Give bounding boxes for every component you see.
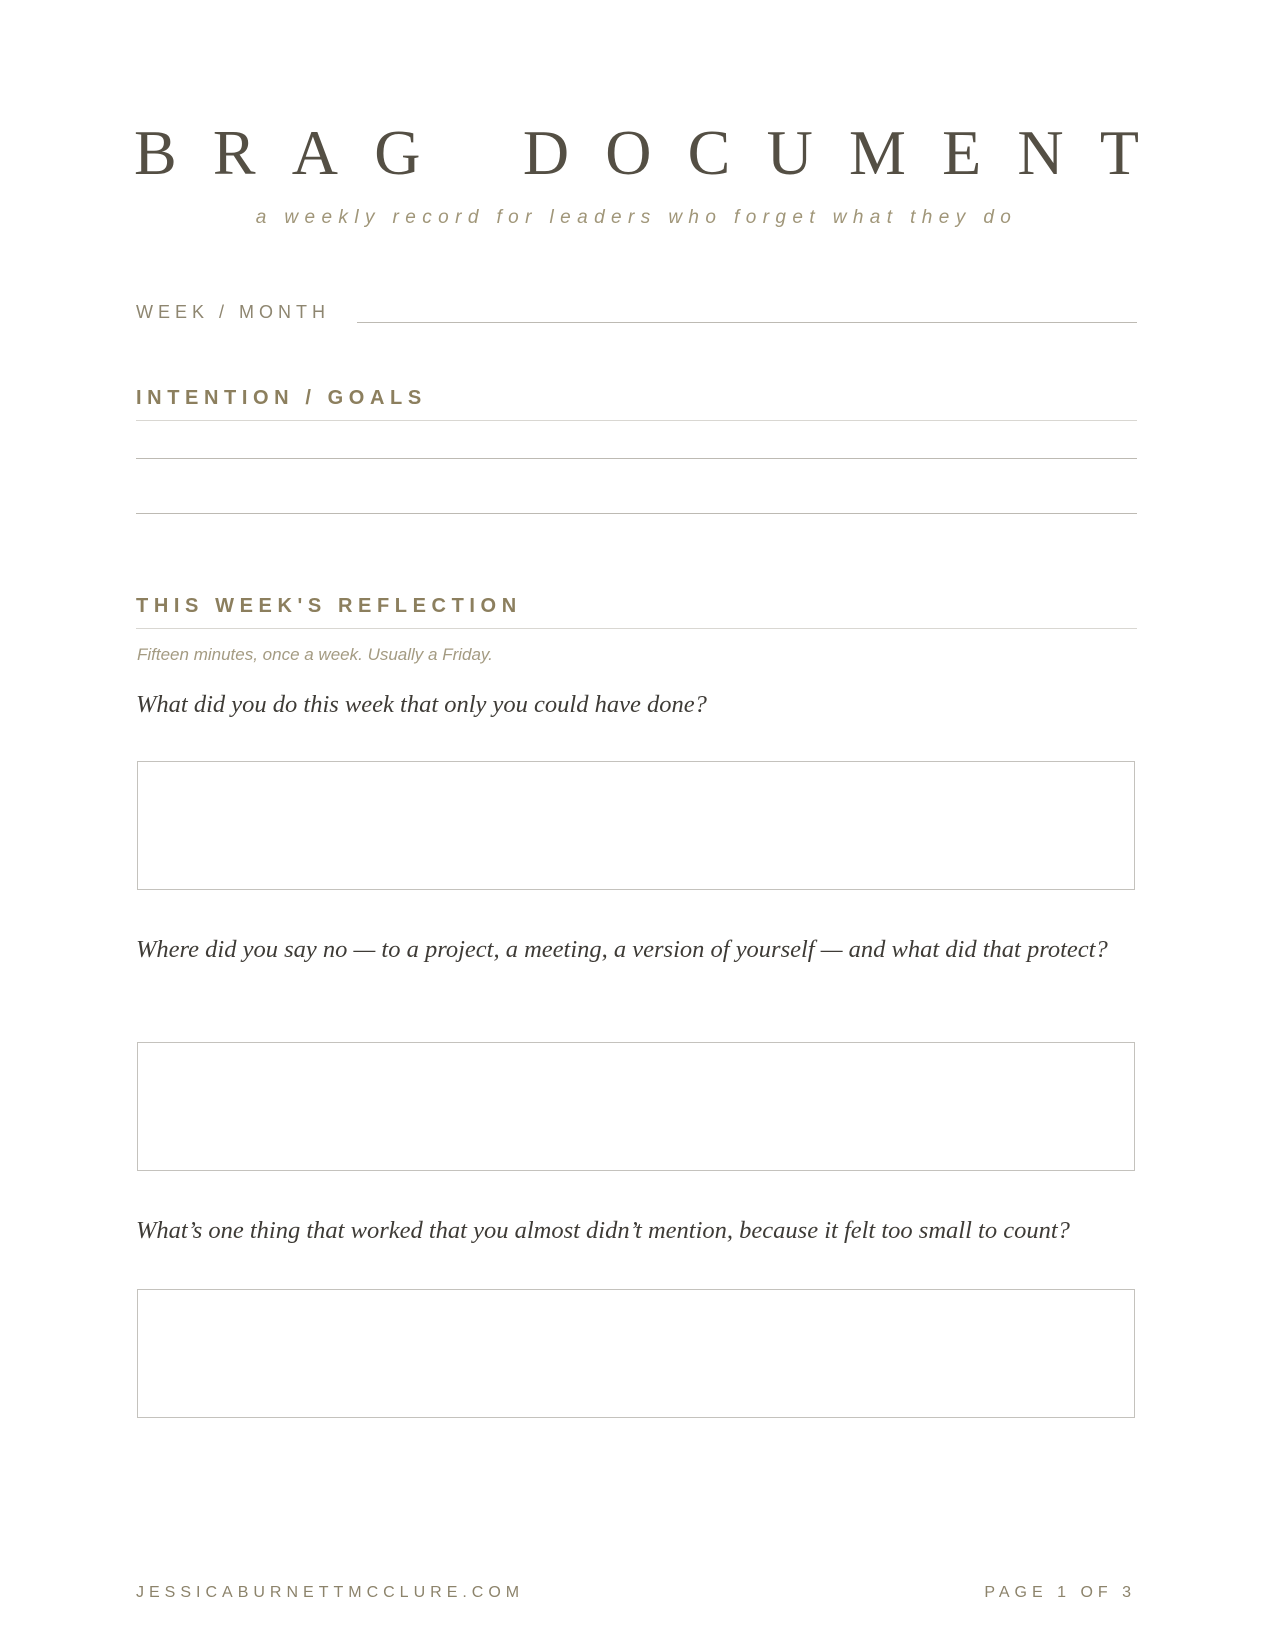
goals-line-2[interactable] — [136, 513, 1137, 514]
title-letter: O — [605, 117, 652, 188]
title-letter: M — [848, 117, 906, 188]
title-letter: A — [291, 117, 338, 188]
section-divider — [136, 420, 1137, 421]
reflection-heading: THIS WEEK'S REFLECTION — [136, 595, 522, 617]
section-divider — [136, 628, 1137, 629]
answer-box-1[interactable] — [137, 761, 1135, 890]
goals-line-1[interactable] — [136, 458, 1137, 459]
title-letter: D — [522, 117, 570, 188]
reflection-note: Fifteen minutes, once a week. Usually a Friday. — [137, 645, 493, 664]
week-month-field[interactable] — [357, 322, 1137, 323]
question-3: What’s one thing that worked that you almost didn’t mention, because it felt too small to count? — [136, 1217, 1070, 1244]
question-2: Where did you say no — to a project, a meeting, a version of yourself — and what did that protect? — [136, 936, 1108, 963]
title-letter: N — [1017, 117, 1064, 188]
footer-page-number: PAGE 1 OF 3 — [984, 1584, 1136, 1601]
page-subtitle: a weekly record for leaders who forget what they do — [255, 207, 1018, 228]
answer-box-3[interactable] — [137, 1289, 1135, 1418]
title-letter: E — [942, 117, 982, 188]
answer-box-2[interactable] — [137, 1042, 1135, 1171]
title-letter: U — [766, 117, 813, 188]
title-letter: T — [1099, 117, 1139, 188]
footer-website: JESSICABURNETTMCCLURE.COM — [136, 1584, 525, 1601]
title-letter: R — [212, 117, 256, 188]
week-month-label: WEEK / MONTH — [136, 302, 330, 322]
title-letter: B — [134, 117, 177, 188]
question-1: What did you do this week that only you could have done? — [136, 691, 707, 718]
page-title — [134, 118, 1139, 188]
intention-goals-heading: INTENTION / GOALS — [136, 387, 427, 409]
title-letter: C — [687, 117, 731, 188]
title-letter: G — [374, 117, 421, 188]
